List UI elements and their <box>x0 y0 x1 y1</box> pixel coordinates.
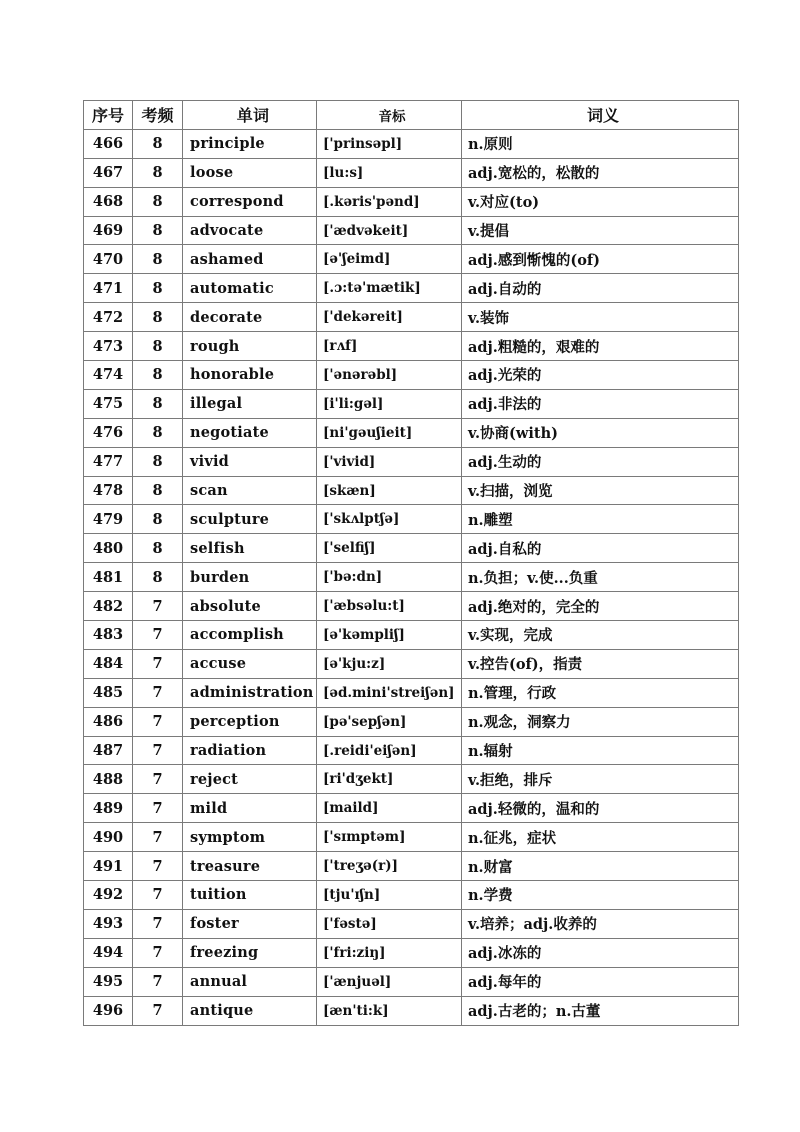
cell-pronunciation: [ə'ʃeimd] <box>317 245 462 274</box>
cell-word: foster <box>183 909 317 938</box>
cell-meaning: n.负担；v.使...负重 <box>462 563 739 592</box>
cell-number: 489 <box>84 794 133 823</box>
cell-number: 471 <box>84 274 133 303</box>
header-frequency: 考频 <box>133 101 183 130</box>
cell-frequency: 7 <box>133 938 183 967</box>
cell-word: vivid <box>183 447 317 476</box>
cell-frequency: 8 <box>133 274 183 303</box>
cell-pronunciation: ['dekəreit] <box>317 303 462 332</box>
table-row <box>84 909 739 938</box>
table-header <box>84 101 739 130</box>
cell-number: 486 <box>84 707 133 736</box>
table-row <box>84 187 739 216</box>
cell-frequency: 8 <box>133 303 183 332</box>
cell-frequency: 7 <box>133 794 183 823</box>
cell-meaning: v.培养；adj.收养的 <box>462 909 739 938</box>
cell-word: ashamed <box>183 245 317 274</box>
cell-pronunciation: ['ænjuəl] <box>317 967 462 996</box>
cell-frequency: 7 <box>133 765 183 794</box>
cell-meaning: n.学费 <box>462 881 739 910</box>
table-row <box>84 967 739 996</box>
cell-meaning: adj.宽松的，松散的 <box>462 158 739 187</box>
table-row <box>84 621 739 650</box>
cell-word: absolute <box>183 592 317 621</box>
table-row <box>84 216 739 245</box>
cell-pronunciation: ['ənərəbl] <box>317 361 462 390</box>
cell-pronunciation: ['treʒə(r)] <box>317 852 462 881</box>
cell-pronunciation: [tju'ɪʃn] <box>317 881 462 910</box>
cell-frequency: 8 <box>133 187 183 216</box>
cell-meaning: n.原则 <box>462 129 739 158</box>
cell-meaning: adj.绝对的，完全的 <box>462 592 739 621</box>
header-meaning: 词义 <box>462 101 739 130</box>
cell-pronunciation: [i'li:gəl] <box>317 389 462 418</box>
cell-meaning: n.观念，洞察力 <box>462 707 739 736</box>
table-row <box>84 534 739 563</box>
cell-meaning: adj.每年的 <box>462 967 739 996</box>
cell-frequency: 7 <box>133 592 183 621</box>
header-number: 序号 <box>84 101 133 130</box>
cell-word: honorable <box>183 361 317 390</box>
cell-frequency: 8 <box>133 216 183 245</box>
cell-frequency: 8 <box>133 158 183 187</box>
cell-number: 468 <box>84 187 133 216</box>
cell-number: 466 <box>84 129 133 158</box>
cell-pronunciation: ['sɪmptəm] <box>317 823 462 852</box>
table-row <box>84 881 739 910</box>
cell-word: correspond <box>183 187 317 216</box>
cell-pronunciation: [ni'gəuʃieit] <box>317 418 462 447</box>
table-row <box>84 996 739 1025</box>
cell-word: decorate <box>183 303 317 332</box>
cell-pronunciation: ['skʌlptʃə] <box>317 505 462 534</box>
cell-meaning: v.协商(with) <box>462 418 739 447</box>
cell-meaning: v.实现，完成 <box>462 621 739 650</box>
cell-pronunciation: [.reidi'eiʃən] <box>317 736 462 765</box>
cell-meaning: adj.感到惭愧的(of) <box>462 245 739 274</box>
cell-pronunciation: [.kəris'pənd] <box>317 187 462 216</box>
cell-meaning: n.辐射 <box>462 736 739 765</box>
cell-number: 478 <box>84 476 133 505</box>
table-row <box>84 303 739 332</box>
cell-number: 479 <box>84 505 133 534</box>
cell-number: 491 <box>84 852 133 881</box>
cell-frequency: 7 <box>133 736 183 765</box>
cell-meaning: adj.光荣的 <box>462 361 739 390</box>
cell-frequency: 7 <box>133 678 183 707</box>
cell-pronunciation: [pə'sepʃən] <box>317 707 462 736</box>
table-row <box>84 563 739 592</box>
cell-pronunciation: ['fri:ziŋ] <box>317 938 462 967</box>
cell-word: tuition <box>183 881 317 910</box>
cell-meaning: n.雕塑 <box>462 505 739 534</box>
cell-frequency: 7 <box>133 823 183 852</box>
cell-word: annual <box>183 967 317 996</box>
cell-word: perception <box>183 707 317 736</box>
cell-number: 467 <box>84 158 133 187</box>
table-row <box>84 765 739 794</box>
cell-pronunciation: [rʌf] <box>317 332 462 361</box>
cell-meaning: n.财富 <box>462 852 739 881</box>
cell-meaning: adj.非法的 <box>462 389 739 418</box>
cell-number: 482 <box>84 592 133 621</box>
cell-meaning: v.对应(to) <box>462 187 739 216</box>
cell-frequency: 8 <box>133 389 183 418</box>
table-row <box>84 505 739 534</box>
cell-word: automatic <box>183 274 317 303</box>
cell-number: 477 <box>84 447 133 476</box>
cell-number: 474 <box>84 361 133 390</box>
cell-pronunciation: [.ɔ:tə'mætik] <box>317 274 462 303</box>
table-row <box>84 938 739 967</box>
cell-meaning: v.控告(of)，指责 <box>462 649 739 678</box>
cell-frequency: 7 <box>133 967 183 996</box>
cell-meaning: adj.冰冻的 <box>462 938 739 967</box>
cell-meaning: v.扫描，浏览 <box>462 476 739 505</box>
cell-word: loose <box>183 158 317 187</box>
cell-meaning: adj.轻微的，温和的 <box>462 794 739 823</box>
cell-number: 490 <box>84 823 133 852</box>
cell-meaning: v.装饰 <box>462 303 739 332</box>
table-row <box>84 274 739 303</box>
cell-word: reject <box>183 765 317 794</box>
cell-word: negotiate <box>183 418 317 447</box>
table-row <box>84 852 739 881</box>
cell-word: rough <box>183 332 317 361</box>
cell-pronunciation: ['bə:dn] <box>317 563 462 592</box>
cell-meaning: adj.自私的 <box>462 534 739 563</box>
cell-frequency: 8 <box>133 245 183 274</box>
cell-pronunciation: [ə'kju:z] <box>317 649 462 678</box>
table-row <box>84 592 739 621</box>
cell-word: principle <box>183 129 317 158</box>
cell-pronunciation: [ə'kəmpliʃ] <box>317 621 462 650</box>
table-row <box>84 447 739 476</box>
table-row <box>84 158 739 187</box>
cell-pronunciation: [əd.mini'streiʃən] <box>317 678 462 707</box>
table-row <box>84 823 739 852</box>
cell-meaning: adj.古老的；n.古董 <box>462 996 739 1025</box>
header-row <box>84 101 739 130</box>
cell-word: treasure <box>183 852 317 881</box>
cell-word: sculpture <box>183 505 317 534</box>
vocabulary-table <box>83 100 739 1026</box>
cell-number: 484 <box>84 649 133 678</box>
cell-word: selfish <box>183 534 317 563</box>
cell-number: 494 <box>84 938 133 967</box>
cell-pronunciation: [skæn] <box>317 476 462 505</box>
header-word: 单词 <box>183 101 317 130</box>
table-row <box>84 649 739 678</box>
cell-frequency: 7 <box>133 909 183 938</box>
table-row <box>84 794 739 823</box>
cell-number: 496 <box>84 996 133 1025</box>
cell-word: burden <box>183 563 317 592</box>
cell-frequency: 8 <box>133 418 183 447</box>
cell-pronunciation: [maild] <box>317 794 462 823</box>
cell-frequency: 7 <box>133 621 183 650</box>
cell-word: radiation <box>183 736 317 765</box>
cell-frequency: 7 <box>133 649 183 678</box>
cell-word: antique <box>183 996 317 1025</box>
cell-pronunciation: ['vivid] <box>317 447 462 476</box>
cell-number: 472 <box>84 303 133 332</box>
cell-word: symptom <box>183 823 317 852</box>
cell-meaning: n.管理，行政 <box>462 678 739 707</box>
cell-pronunciation: [æn'ti:k] <box>317 996 462 1025</box>
table-row <box>84 736 739 765</box>
cell-meaning: v.提倡 <box>462 216 739 245</box>
cell-pronunciation: ['ædvəkeit] <box>317 216 462 245</box>
cell-number: 470 <box>84 245 133 274</box>
cell-number: 476 <box>84 418 133 447</box>
cell-number: 475 <box>84 389 133 418</box>
cell-pronunciation: [ri'dʒekt] <box>317 765 462 794</box>
cell-word: freezing <box>183 938 317 967</box>
cell-number: 493 <box>84 909 133 938</box>
cell-pronunciation: ['fəstə] <box>317 909 462 938</box>
cell-frequency: 8 <box>133 361 183 390</box>
cell-number: 495 <box>84 967 133 996</box>
cell-frequency: 8 <box>133 476 183 505</box>
cell-word: illegal <box>183 389 317 418</box>
cell-number: 481 <box>84 563 133 592</box>
cell-frequency: 8 <box>133 332 183 361</box>
cell-frequency: 8 <box>133 447 183 476</box>
cell-word: scan <box>183 476 317 505</box>
cell-number: 480 <box>84 534 133 563</box>
cell-number: 492 <box>84 881 133 910</box>
cell-frequency: 7 <box>133 852 183 881</box>
cell-number: 488 <box>84 765 133 794</box>
cell-meaning: adj.自动的 <box>462 274 739 303</box>
header-pronunciation: 音标 <box>317 101 462 130</box>
cell-frequency: 8 <box>133 505 183 534</box>
cell-frequency: 7 <box>133 996 183 1025</box>
cell-word: advocate <box>183 216 317 245</box>
cell-number: 469 <box>84 216 133 245</box>
cell-number: 473 <box>84 332 133 361</box>
table-row <box>84 707 739 736</box>
cell-frequency: 8 <box>133 534 183 563</box>
cell-word: accomplish <box>183 621 317 650</box>
table-row <box>84 332 739 361</box>
table-row <box>84 476 739 505</box>
cell-number: 485 <box>84 678 133 707</box>
cell-meaning: adj.生动的 <box>462 447 739 476</box>
table-row <box>84 389 739 418</box>
cell-number: 483 <box>84 621 133 650</box>
cell-number: 487 <box>84 736 133 765</box>
table-row <box>84 129 739 158</box>
cell-frequency: 8 <box>133 129 183 158</box>
cell-word: accuse <box>183 649 317 678</box>
cell-frequency: 8 <box>133 563 183 592</box>
table-body <box>84 129 739 1025</box>
cell-meaning: n.征兆，症状 <box>462 823 739 852</box>
table-row <box>84 361 739 390</box>
cell-pronunciation: ['selfiʃ] <box>317 534 462 563</box>
cell-pronunciation: [lu:s] <box>317 158 462 187</box>
cell-meaning: v.拒绝，排斥 <box>462 765 739 794</box>
cell-meaning: adj.粗糙的，艰难的 <box>462 332 739 361</box>
cell-frequency: 7 <box>133 881 183 910</box>
cell-pronunciation: ['prinsəpl] <box>317 129 462 158</box>
cell-word: administration <box>183 678 317 707</box>
table-row <box>84 678 739 707</box>
cell-word: mild <box>183 794 317 823</box>
cell-frequency: 7 <box>133 707 183 736</box>
cell-pronunciation: ['æbsəlu:t] <box>317 592 462 621</box>
table-row <box>84 245 739 274</box>
table-row <box>84 418 739 447</box>
